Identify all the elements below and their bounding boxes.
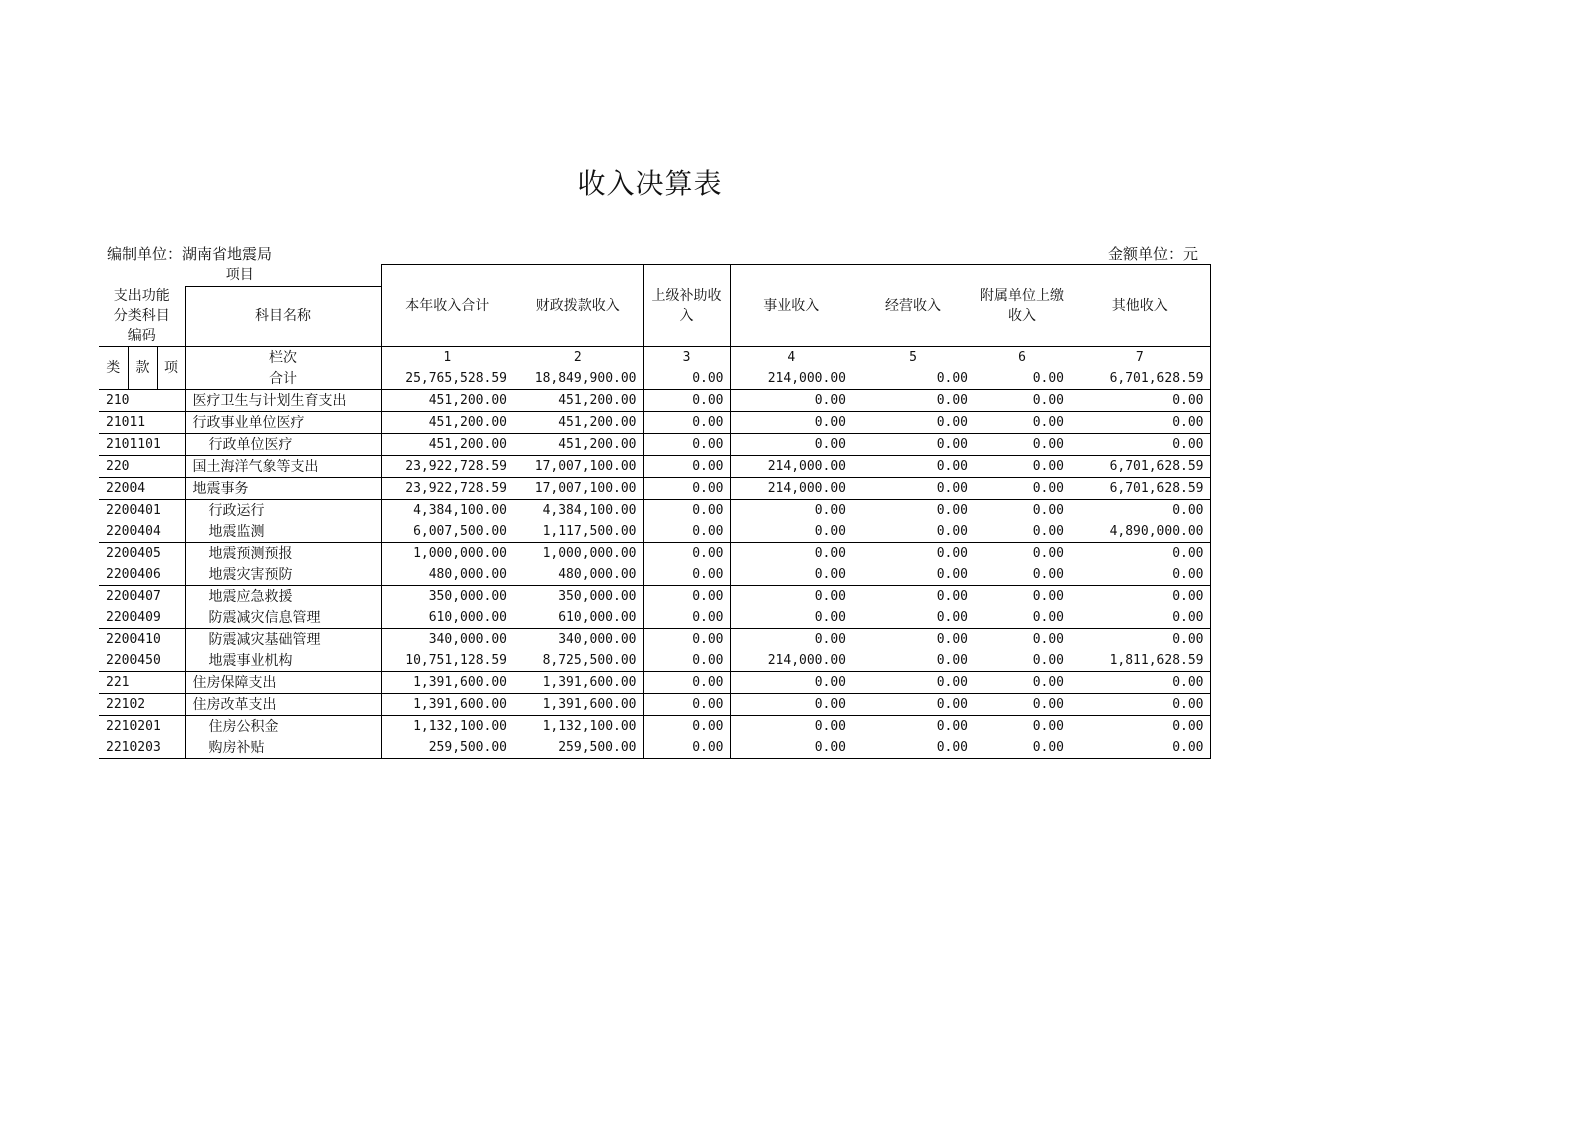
- row-value-7: 0.00: [1070, 586, 1210, 608]
- row-code: 22004: [99, 478, 185, 500]
- row-value-4: 0.00: [730, 607, 852, 629]
- page-title: 收入决算表: [577, 167, 723, 200]
- row-value-1: 4,384,100.00: [413, 502, 507, 518]
- table-row: [99, 478, 1210, 500]
- row-code: 2200404: [99, 521, 185, 543]
- row-name: 国土海洋气象等支出: [185, 456, 381, 478]
- row-value-6: 0.00: [1032, 718, 1064, 734]
- row-value-6: 0.00: [974, 521, 1070, 543]
- row-value-5: 0.00: [936, 588, 968, 604]
- row-value-4: 0.00: [814, 631, 846, 647]
- row-value-2: 350,000.00: [513, 586, 643, 608]
- row-value-7: 0.00: [1070, 716, 1210, 738]
- row-code: 2200450: [99, 650, 185, 672]
- col-header-1: 本年收入合计: [381, 265, 513, 347]
- row-value-1: 23,922,728.59: [381, 478, 513, 500]
- col-number-3: 3: [643, 347, 730, 369]
- table-row: [99, 629, 1210, 651]
- col-header-7: 其他收入: [1070, 265, 1210, 347]
- row-value-3: 0.00: [643, 500, 730, 522]
- row-value-5: 0.00: [936, 718, 968, 734]
- row-name: 地震预测预报: [185, 543, 381, 565]
- header-lanci: 栏次: [185, 347, 381, 369]
- row-value-6: 0.00: [974, 412, 1070, 434]
- row-value-3: 0.00: [643, 412, 730, 434]
- row-value-4: 0.00: [730, 694, 852, 716]
- row-value-5: 0.00: [936, 545, 968, 561]
- row-name: 地震灾害预防: [185, 564, 381, 586]
- row-value-5: 0.00: [852, 737, 974, 759]
- total-row: [99, 368, 1210, 390]
- row-name: 医疗卫生与计划生育支出: [185, 390, 381, 412]
- row-value-2: 1,132,100.00: [513, 716, 643, 738]
- table-row: [99, 500, 1210, 522]
- row-value-6: 0.00: [1032, 631, 1064, 647]
- col-number-1: 1: [381, 347, 513, 369]
- row-value-2: 1,391,600.00: [513, 694, 643, 716]
- row-name: 行政运行: [185, 500, 381, 522]
- row-value-5: 0.00: [936, 502, 968, 518]
- amount-unit: 金额单位：元: [1108, 245, 1199, 263]
- row-value-4: 0.00: [730, 564, 852, 586]
- table-row: [99, 412, 1210, 434]
- header-name: 科目名称: [185, 286, 381, 347]
- col-header-2: 财政拨款收入: [513, 265, 643, 347]
- table-row: [99, 456, 1210, 478]
- row-value-7: 4,890,000.00: [1070, 521, 1210, 543]
- total-value-4: 214,000.00: [730, 368, 852, 390]
- row-value-5: 0.00: [852, 564, 974, 586]
- row-value-6: 0.00: [974, 672, 1070, 694]
- row-value-2: 451,200.00: [513, 412, 643, 434]
- row-value-3: 0.00: [643, 650, 730, 672]
- row-name: 地震应急救援: [185, 586, 381, 608]
- row-value-6: 0.00: [974, 694, 1070, 716]
- row-value-7: 0.00: [1070, 543, 1210, 565]
- row-value-6: 0.00: [974, 564, 1070, 586]
- row-value-7: 0.00: [1070, 629, 1210, 651]
- row-value-1: 340,000.00: [428, 631, 507, 647]
- row-name: 防震减灾信息管理: [185, 607, 381, 629]
- row-value-1: 259,500.00: [381, 737, 513, 759]
- row-value-5: 0.00: [852, 478, 974, 500]
- row-value-4: 0.00: [814, 545, 846, 561]
- row-value-5: 0.00: [852, 672, 974, 694]
- row-value-7: 0.00: [1070, 737, 1210, 759]
- row-value-4: 0.00: [730, 737, 852, 759]
- row-name: 行政单位医疗: [185, 434, 381, 456]
- table-row: [99, 672, 1210, 694]
- row-value-5: 0.00: [852, 412, 974, 434]
- row-code: 221: [99, 672, 185, 694]
- row-value-7: 0.00: [1070, 672, 1210, 694]
- row-value-5: 0.00: [852, 390, 974, 412]
- total-value-6: 0.00: [974, 368, 1070, 390]
- row-value-2: 340,000.00: [513, 629, 643, 651]
- row-value-4: 0.00: [814, 502, 846, 518]
- row-value-2: 610,000.00: [513, 607, 643, 629]
- row-value-5: 0.00: [852, 650, 974, 672]
- row-value-3: 0.00: [643, 694, 730, 716]
- row-value-2: 17,007,100.00: [513, 478, 643, 500]
- row-value-3: 0.00: [643, 434, 730, 456]
- row-value-6: 0.00: [974, 456, 1070, 478]
- row-value-7: 0.00: [1070, 607, 1210, 629]
- row-value-2: 1,000,000.00: [513, 543, 643, 565]
- col-number-4: 4: [730, 347, 852, 369]
- row-value-2: 480,000.00: [513, 564, 643, 586]
- row-value-1: 610,000.00: [381, 607, 513, 629]
- row-value-7: 0.00: [1070, 564, 1210, 586]
- total-value-7: 6,701,628.59: [1070, 368, 1210, 390]
- col-header-3: 上级补助收入: [643, 265, 730, 347]
- compiling-unit: 编制单位：湖南省地震局: [107, 245, 273, 263]
- row-value-5: 0.00: [852, 434, 974, 456]
- row-value-7: 6,701,628.59: [1070, 478, 1210, 500]
- row-code: 2200410: [99, 629, 185, 651]
- row-value-2: 1,391,600.00: [513, 672, 643, 694]
- row-value-6: 0.00: [974, 650, 1070, 672]
- row-value-6: 0.00: [974, 390, 1070, 412]
- col-header-5: 经营收入: [852, 265, 974, 347]
- row-value-4: 214,000.00: [730, 456, 852, 478]
- row-value-1: 1,391,600.00: [381, 672, 513, 694]
- row-value-1: 1,391,600.00: [381, 694, 513, 716]
- header-project: 项目: [99, 265, 381, 287]
- row-value-1: 451,200.00: [381, 434, 513, 456]
- income-table: [99, 264, 1211, 759]
- row-value-5: 0.00: [852, 607, 974, 629]
- row-value-4: 0.00: [730, 434, 852, 456]
- row-code: 2200405: [99, 543, 185, 565]
- row-name: 行政事业单位医疗: [185, 412, 381, 434]
- row-value-1: 23,922,728.59: [381, 456, 513, 478]
- row-code: 21011: [99, 412, 185, 434]
- row-value-5: 0.00: [852, 456, 974, 478]
- header-lei: 类: [99, 347, 128, 390]
- row-value-3: 0.00: [643, 543, 730, 565]
- table-row: [99, 607, 1210, 629]
- row-value-6: 0.00: [974, 434, 1070, 456]
- total-value-5: 0.00: [852, 368, 974, 390]
- row-value-7: 1,811,628.59: [1070, 650, 1210, 672]
- header-code: 支出功能分类科目编码: [99, 286, 185, 347]
- row-code: 2200407: [99, 586, 185, 608]
- row-value-7: 6,701,628.59: [1070, 456, 1210, 478]
- row-value-2: 451,200.00: [513, 390, 643, 412]
- col-number-5: 5: [852, 347, 974, 369]
- row-name: 地震事务: [185, 478, 381, 500]
- table-row: [99, 650, 1210, 672]
- row-value-3: 0.00: [643, 586, 730, 608]
- row-code: 210: [99, 390, 185, 412]
- table-row: [99, 716, 1210, 738]
- table-row: [99, 694, 1210, 716]
- row-value-3: 0.00: [643, 390, 730, 412]
- row-value-4: 0.00: [730, 412, 852, 434]
- row-name: 防震减灾基础管理: [185, 629, 381, 651]
- row-value-2: 8,725,500.00: [513, 650, 643, 672]
- row-value-1: 1,000,000.00: [413, 545, 507, 561]
- col-number-2: 2: [513, 347, 643, 369]
- header-xiang: 项: [157, 347, 185, 390]
- row-name: 地震监测: [185, 521, 381, 543]
- row-code: 2210201: [99, 716, 185, 738]
- row-value-4: 0.00: [730, 390, 852, 412]
- row-value-7: 0.00: [1070, 412, 1210, 434]
- row-code: 2200406: [99, 564, 185, 586]
- row-value-2: 451,200.00: [513, 434, 643, 456]
- total-label: 合计: [185, 368, 381, 390]
- row-value-1: 350,000.00: [428, 588, 507, 604]
- row-value-5: 0.00: [852, 694, 974, 716]
- row-code: 2101101: [99, 434, 185, 456]
- row-value-4: 0.00: [814, 718, 846, 734]
- table-row: [99, 564, 1210, 586]
- row-value-3: 0.00: [643, 478, 730, 500]
- row-value-7: 0.00: [1070, 500, 1210, 522]
- row-name: 购房补贴: [185, 737, 381, 759]
- row-value-3: 0.00: [643, 629, 730, 651]
- col-header-4: 事业收入: [730, 265, 852, 347]
- table-row: [99, 586, 1210, 608]
- row-name: 住房保障支出: [185, 672, 381, 694]
- row-value-6: 0.00: [974, 737, 1070, 759]
- row-code: 220: [99, 456, 185, 478]
- row-value-6: 0.00: [1032, 588, 1064, 604]
- row-value-6: 0.00: [974, 478, 1070, 500]
- row-value-7: 0.00: [1070, 694, 1210, 716]
- row-value-3: 0.00: [643, 607, 730, 629]
- table-row: [99, 390, 1210, 412]
- row-name: 地震事业机构: [185, 650, 381, 672]
- row-value-4: 0.00: [730, 672, 852, 694]
- row-value-3: 0.00: [643, 564, 730, 586]
- table-row: [99, 737, 1210, 759]
- col-header-6: 附属单位上缴收入: [974, 265, 1070, 347]
- row-value-7: 0.00: [1070, 390, 1210, 412]
- row-code: 22102: [99, 694, 185, 716]
- row-code: 2200409: [99, 607, 185, 629]
- row-value-1: 10,751,128.59: [381, 650, 513, 672]
- row-value-6: 0.00: [1032, 545, 1064, 561]
- row-name: 住房公积金: [185, 716, 381, 738]
- row-value-2: 259,500.00: [513, 737, 643, 759]
- table-row: [99, 521, 1210, 543]
- row-value-4: 214,000.00: [730, 478, 852, 500]
- row-value-5: 0.00: [852, 521, 974, 543]
- row-value-3: 0.00: [643, 521, 730, 543]
- row-value-1: 451,200.00: [381, 390, 513, 412]
- row-value-7: 0.00: [1070, 434, 1210, 456]
- row-value-2: 1,117,500.00: [513, 521, 643, 543]
- row-value-6: 0.00: [974, 607, 1070, 629]
- total-value-3: 0.00: [643, 368, 730, 390]
- row-value-4: 214,000.00: [730, 650, 852, 672]
- row-value-1: 1,132,100.00: [413, 718, 507, 734]
- table-row: [99, 434, 1210, 456]
- row-code: 2210203: [99, 737, 185, 759]
- row-value-3: 0.00: [643, 737, 730, 759]
- row-value-1: 451,200.00: [381, 412, 513, 434]
- row-value-2: 17,007,100.00: [513, 456, 643, 478]
- row-value-1: 480,000.00: [381, 564, 513, 586]
- row-value-4: 0.00: [730, 521, 852, 543]
- row-value-3: 0.00: [643, 672, 730, 694]
- row-value-6: 0.00: [1032, 502, 1064, 518]
- col-number-7: 7: [1070, 347, 1210, 369]
- row-value-3: 0.00: [643, 716, 730, 738]
- row-value-4: 0.00: [814, 588, 846, 604]
- table-row: [99, 543, 1210, 565]
- header-kuan: 款: [128, 347, 157, 390]
- col-number-6: 6: [974, 347, 1070, 369]
- row-value-3: 0.00: [643, 456, 730, 478]
- total-value-1: 25,765,528.59: [381, 368, 513, 390]
- total-value-2: 18,849,900.00: [513, 368, 643, 390]
- row-name: 住房改革支出: [185, 694, 381, 716]
- row-value-5: 0.00: [936, 631, 968, 647]
- row-value-2: 4,384,100.00: [513, 500, 643, 522]
- row-value-1: 6,007,500.00: [381, 521, 513, 543]
- row-code: 2200401: [99, 500, 185, 522]
